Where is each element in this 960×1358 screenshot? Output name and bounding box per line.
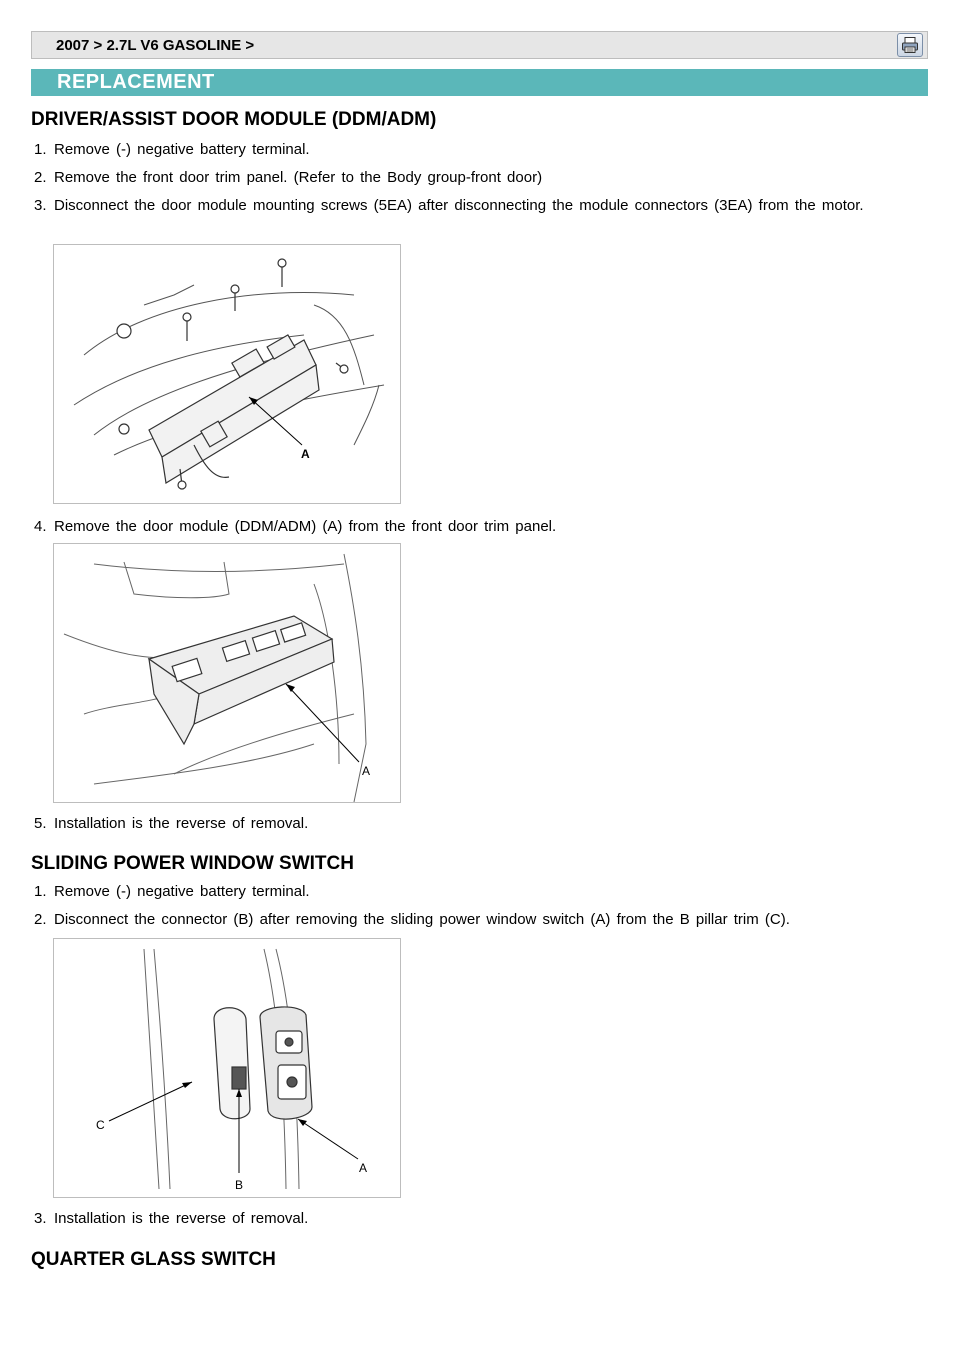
step-text: Remove the front door trim panel. (Refer to the Body group-front door) [54,169,543,186]
ddm-step-5 [34,814,904,834]
printer-icon [901,36,919,54]
quarter-glass-heading: QUARTER GLASS SWITCH [31,1249,276,1270]
sliding-step-2 [34,910,904,930]
step-text: Installation is the reverse of removal. [54,1210,309,1227]
sliding-switch-heading: SLIDING POWER WINDOW SWITCH [31,853,354,874]
step-text: Disconnect the door module mounting screws (5EA) after disconnecting the module connectors (3EA) from the motor. [54,197,864,214]
figure-sliding-window-switch [53,938,401,1198]
breadcrumb [31,31,928,59]
callout-b: B [235,1178,244,1192]
door-module-removal-illustration [54,544,400,802]
callout-a: A [359,1161,368,1175]
section-title: REPLACEMENT [57,71,215,93]
step-text: Remove (-) negative battery terminal. [54,141,310,158]
section-header [31,69,928,96]
callout-a: A [301,447,310,461]
ddm-step-4 [34,517,904,537]
breadcrumb-text[interactable]: 2007 > 2.7L V6 GASOLINE > [56,37,255,54]
step-number: 1. [34,141,47,158]
sliding-step-3 [34,1209,904,1229]
step-text: Remove the door module (DDM/ADM) (A) from the front door trim panel. [54,518,557,535]
step-number: 1. [34,883,47,900]
step-number: 3. [34,197,47,214]
door-module-screws-illustration [54,245,400,503]
figure-door-module-removal [53,543,401,803]
ddm-heading: DRIVER/ASSIST DOOR MODULE (DDM/ADM) [31,109,437,130]
step-text: Installation is the reverse of removal. [54,815,309,832]
sliding-step-1 [34,882,904,902]
callout-c: C [96,1118,105,1132]
step-number: 2. [34,169,47,186]
step-number: 4. [34,518,47,535]
callout-a: A [362,764,371,778]
sliding-window-switch-illustration [54,939,400,1197]
ddm-step-3 [34,196,904,216]
ddm-step-2 [34,168,904,188]
figure-door-module-screws [53,244,401,504]
print-button[interactable] [897,33,923,57]
step-text: Remove (-) negative battery terminal. [54,883,310,900]
step-number: 3. [34,1210,47,1227]
step-text: Disconnect the connector (B) after removing the sliding power window switch (A) from the B pillar trim (C). [54,911,790,928]
ddm-step-1 [34,140,904,160]
step-number: 5. [34,815,47,832]
step-number: 2. [34,911,47,928]
